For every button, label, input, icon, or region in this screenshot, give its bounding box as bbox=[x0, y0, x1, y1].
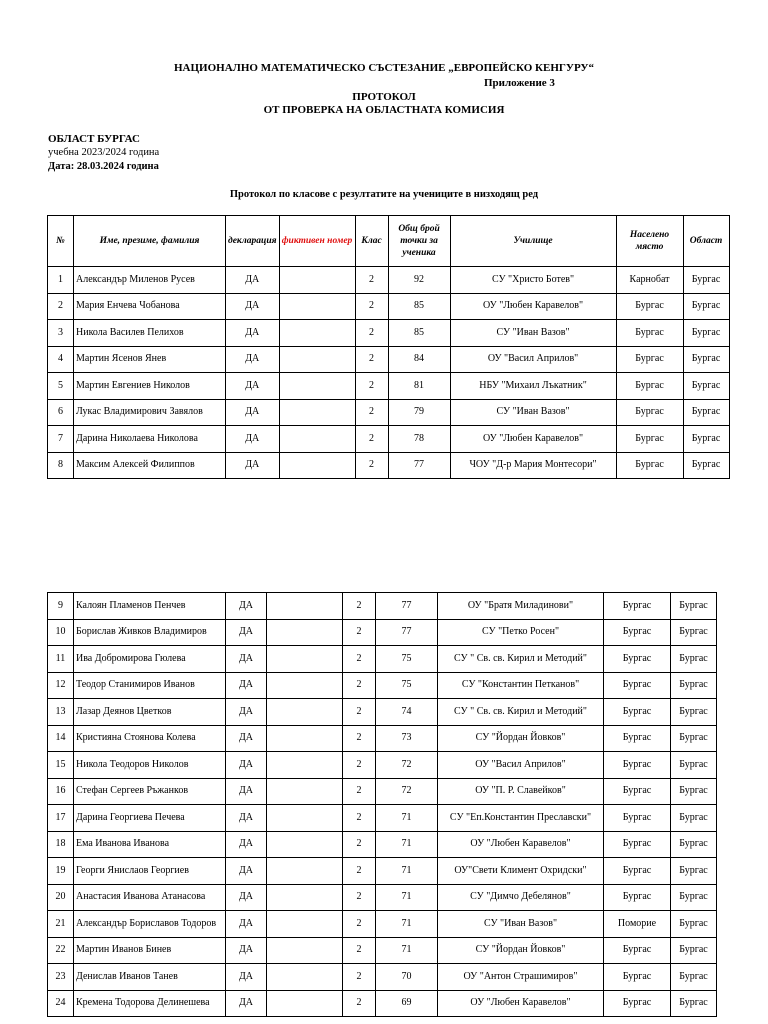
cell-school: СУ "Димчо Дебелянов" bbox=[438, 884, 604, 911]
cell-points: 77 bbox=[376, 593, 438, 620]
table-row bbox=[48, 293, 730, 320]
table-row bbox=[48, 399, 730, 426]
cell-declaration: ДА bbox=[226, 884, 267, 911]
cell-declaration: ДА bbox=[226, 725, 267, 752]
cell-points: 71 bbox=[376, 937, 438, 964]
cell-region: Бургас bbox=[671, 593, 717, 620]
cell-town: Поморие bbox=[604, 911, 671, 938]
cell-school: СУ "Иван Вазов" bbox=[450, 320, 616, 347]
cell-points: 72 bbox=[376, 752, 438, 779]
cell-region: Бургас bbox=[671, 805, 717, 832]
cell-fictitious bbox=[267, 725, 343, 752]
cell-town: Бургас bbox=[604, 805, 671, 832]
cell-points: 72 bbox=[376, 778, 438, 805]
cell-num: 6 bbox=[48, 399, 74, 426]
cell-points: 81 bbox=[388, 373, 450, 400]
cell-school: ЧОУ "Д-р Мария Монтесори" bbox=[450, 452, 616, 479]
cell-name: Никола Теодоров Николов bbox=[74, 752, 226, 779]
table-row bbox=[48, 884, 717, 911]
table-row bbox=[48, 346, 730, 373]
cell-points: 71 bbox=[376, 831, 438, 858]
cell-fictitious bbox=[267, 911, 343, 938]
cell-town: Бургас bbox=[604, 831, 671, 858]
cell-grade: 2 bbox=[343, 911, 376, 938]
table-row bbox=[48, 805, 717, 832]
cell-name: Теодор Станимиров Иванов bbox=[74, 672, 226, 699]
cell-name: Мартин Иванов Бинев bbox=[74, 937, 226, 964]
document-title: НАЦИОНАЛНО МАТЕМАТИЧЕСКО СЪСТЕЗАНИЕ „ЕВРОПЕЙСКО КЕНГУРУ“ bbox=[173, 62, 595, 74]
cell-num: 3 bbox=[48, 320, 74, 347]
cell-points: 71 bbox=[376, 805, 438, 832]
cell-grade: 2 bbox=[343, 619, 376, 646]
cell-points: 71 bbox=[376, 858, 438, 885]
cell-town: Бургас bbox=[604, 964, 671, 991]
cell-fictitious bbox=[267, 646, 343, 673]
cell-fictitious bbox=[279, 373, 355, 400]
cell-declaration: ДА bbox=[226, 646, 267, 673]
table-row bbox=[48, 267, 730, 294]
cell-name: Стефан Сергеев Ръжанков bbox=[74, 778, 226, 805]
cell-name: Дарина Николаева Николова bbox=[74, 426, 226, 453]
cell-declaration: ДА bbox=[226, 672, 267, 699]
cell-fictitious bbox=[267, 672, 343, 699]
cell-school: СУ "Петко Росен" bbox=[438, 619, 604, 646]
cell-declaration: ДА bbox=[226, 831, 267, 858]
cell-name: Георги Янислаов Георгиев bbox=[74, 858, 226, 885]
cell-town: Бургас bbox=[616, 452, 683, 479]
cell-school: СУ " Св. св. Кирил и Методий" bbox=[438, 699, 604, 726]
cell-school: СУ "Еп.Константин Преславски" bbox=[438, 805, 604, 832]
cell-num: 8 bbox=[48, 452, 74, 479]
table-row bbox=[48, 911, 717, 938]
cell-grade: 2 bbox=[343, 884, 376, 911]
cell-grade: 2 bbox=[343, 593, 376, 620]
cell-points: 71 bbox=[376, 884, 438, 911]
cell-num: 5 bbox=[48, 373, 74, 400]
cell-points: 85 bbox=[388, 320, 450, 347]
col-header-grade: Клас bbox=[355, 216, 388, 267]
cell-points: 75 bbox=[376, 646, 438, 673]
cell-fictitious bbox=[279, 426, 355, 453]
cell-region: Бургас bbox=[671, 937, 717, 964]
cell-num: 1 bbox=[48, 267, 74, 294]
cell-fictitious bbox=[267, 831, 343, 858]
cell-fictitious bbox=[267, 752, 343, 779]
cell-points: 92 bbox=[388, 267, 450, 294]
cell-town: Бургас bbox=[604, 725, 671, 752]
cell-town: Бургас bbox=[604, 619, 671, 646]
cell-fictitious bbox=[267, 858, 343, 885]
cell-fictitious bbox=[279, 320, 355, 347]
cell-declaration: ДА bbox=[226, 990, 267, 1017]
table-row bbox=[48, 619, 717, 646]
protocol-heading bbox=[0, 91, 768, 117]
cell-name: Мартин Евгениев Николов bbox=[74, 373, 226, 400]
cell-num: 7 bbox=[48, 426, 74, 453]
table-row bbox=[48, 646, 717, 673]
table-row bbox=[48, 699, 717, 726]
cell-name: Максим Алексей Филиппов bbox=[74, 452, 226, 479]
cell-name: Калоян Пламенов Пенчев bbox=[74, 593, 226, 620]
cell-num: 13 bbox=[48, 699, 74, 726]
cell-fictitious bbox=[279, 293, 355, 320]
cell-school: ОУ "Антон Страшимиров" bbox=[438, 964, 604, 991]
cell-name: Борислав Живков Владимиров bbox=[74, 619, 226, 646]
cell-num: 15 bbox=[48, 752, 74, 779]
cell-fictitious bbox=[267, 699, 343, 726]
cell-name: Лукас Владимирович Завялов bbox=[74, 399, 226, 426]
cell-grade: 2 bbox=[355, 426, 388, 453]
table-row bbox=[48, 593, 717, 620]
cell-num: 10 bbox=[48, 619, 74, 646]
cell-region: Бургас bbox=[671, 752, 717, 779]
cell-grade: 2 bbox=[343, 725, 376, 752]
cell-num: 4 bbox=[48, 346, 74, 373]
cell-school: СУ "Иван Вазов" bbox=[450, 399, 616, 426]
cell-points: 79 bbox=[388, 399, 450, 426]
cell-town: Бургас bbox=[604, 937, 671, 964]
cell-region: Бургас bbox=[671, 699, 717, 726]
cell-declaration: ДА bbox=[226, 911, 267, 938]
cell-points: 75 bbox=[376, 672, 438, 699]
table-row bbox=[48, 426, 730, 453]
table-row bbox=[48, 373, 730, 400]
cell-points: 84 bbox=[388, 346, 450, 373]
cell-region: Бургас bbox=[671, 884, 717, 911]
cell-region: Бургас bbox=[683, 267, 729, 294]
cell-grade: 2 bbox=[343, 805, 376, 832]
cell-num: 9 bbox=[48, 593, 74, 620]
cell-town: Бургас bbox=[604, 884, 671, 911]
cell-region: Бургас bbox=[683, 452, 729, 479]
cell-region: Бургас bbox=[671, 672, 717, 699]
cell-points: 70 bbox=[376, 964, 438, 991]
cell-num: 23 bbox=[48, 964, 74, 991]
table-row bbox=[48, 452, 730, 479]
cell-school: ОУ "П. Р. Славейков" bbox=[438, 778, 604, 805]
cell-school: СУ "Константин Петканов" bbox=[438, 672, 604, 699]
cell-num: 22 bbox=[48, 937, 74, 964]
cell-name: Никола Василев Пелихов bbox=[74, 320, 226, 347]
cell-grade: 2 bbox=[355, 267, 388, 294]
cell-declaration: ДА bbox=[226, 619, 267, 646]
cell-region: Бургас bbox=[671, 911, 717, 938]
cell-points: 77 bbox=[376, 619, 438, 646]
results-table-part-1 bbox=[47, 215, 730, 479]
cell-grade: 2 bbox=[355, 293, 388, 320]
col-header-declaration: декларация bbox=[226, 216, 280, 267]
cell-region: Бургас bbox=[671, 646, 717, 673]
cell-fictitious bbox=[267, 593, 343, 620]
cell-fictitious bbox=[267, 805, 343, 832]
table-row bbox=[48, 725, 717, 752]
cell-town: Бургас bbox=[604, 646, 671, 673]
cell-fictitious bbox=[267, 778, 343, 805]
cell-grade: 2 bbox=[343, 858, 376, 885]
cell-school: СУ "Христо Ботев" bbox=[450, 267, 616, 294]
cell-fictitious bbox=[267, 619, 343, 646]
cell-town: Бургас bbox=[616, 293, 683, 320]
cell-num: 19 bbox=[48, 858, 74, 885]
cell-school: СУ "Йордан Йовков" bbox=[438, 725, 604, 752]
cell-points: 78 bbox=[388, 426, 450, 453]
cell-grade: 2 bbox=[355, 452, 388, 479]
cell-town: Бургас bbox=[604, 990, 671, 1017]
cell-num: 11 bbox=[48, 646, 74, 673]
cell-declaration: ДА bbox=[226, 452, 280, 479]
cell-grade: 2 bbox=[343, 752, 376, 779]
cell-town: Бургас bbox=[616, 320, 683, 347]
cell-fictitious bbox=[279, 267, 355, 294]
cell-town: Бургас bbox=[604, 672, 671, 699]
cell-region: Бургас bbox=[683, 320, 729, 347]
cell-region: Бургас bbox=[683, 346, 729, 373]
table-row bbox=[48, 778, 717, 805]
cell-name: Кристияна Стоянова Колева bbox=[74, 725, 226, 752]
cell-school: НБУ "Михаил Лъкатник" bbox=[450, 373, 616, 400]
cell-num: 16 bbox=[48, 778, 74, 805]
cell-declaration: ДА bbox=[226, 373, 280, 400]
cell-town: Бургас bbox=[604, 593, 671, 620]
table-row bbox=[48, 752, 717, 779]
cell-num: 18 bbox=[48, 831, 74, 858]
cell-name: Мария Енчева Чобанова bbox=[74, 293, 226, 320]
cell-fictitious bbox=[267, 990, 343, 1017]
col-header-town: Населено място bbox=[616, 216, 683, 267]
school-year: учебна 2023/2024 година bbox=[48, 147, 160, 158]
cell-num: 17 bbox=[48, 805, 74, 832]
table-row bbox=[48, 858, 717, 885]
cell-name: Денислав Иванов Танев bbox=[74, 964, 226, 991]
cell-name: Лазар Деянов Цветков bbox=[74, 699, 226, 726]
cell-grade: 2 bbox=[355, 373, 388, 400]
cell-declaration: ДА bbox=[226, 426, 280, 453]
results-table-part-2 bbox=[47, 592, 717, 1017]
cell-town: Бургас bbox=[616, 346, 683, 373]
col-header-school: Училище bbox=[450, 216, 616, 267]
cell-declaration: ДА bbox=[226, 778, 267, 805]
cell-region: Бургас bbox=[683, 399, 729, 426]
protocol-line-1: ПРОТОКОЛ bbox=[352, 91, 416, 103]
table-subtitle: Протокол по класове с резултатите на учениците в низходящ ред bbox=[229, 189, 539, 200]
cell-num: 20 bbox=[48, 884, 74, 911]
cell-grade: 2 bbox=[355, 399, 388, 426]
cell-town: Бургас bbox=[604, 752, 671, 779]
cell-region: Бургас bbox=[683, 426, 729, 453]
table-row bbox=[48, 964, 717, 991]
cell-num: 24 bbox=[48, 990, 74, 1017]
cell-points: 73 bbox=[376, 725, 438, 752]
cell-region: Бургас bbox=[683, 373, 729, 400]
cell-school: ОУ "Любен Каравелов" bbox=[438, 990, 604, 1017]
cell-name: Александър Бориславов Тодоров bbox=[74, 911, 226, 938]
table-row bbox=[48, 831, 717, 858]
cell-grade: 2 bbox=[343, 778, 376, 805]
cell-name: Александър Миленов Русев bbox=[74, 267, 226, 294]
cell-name: Ива Добромирова Гюлева bbox=[74, 646, 226, 673]
cell-school: ОУ "Братя Миладинови" bbox=[438, 593, 604, 620]
cell-region: Бургас bbox=[671, 619, 717, 646]
cell-school: СУ "Йордан Йовков" bbox=[438, 937, 604, 964]
cell-region: Бургас bbox=[683, 293, 729, 320]
col-header-num: № bbox=[48, 216, 74, 267]
cell-grade: 2 bbox=[343, 937, 376, 964]
cell-declaration: ДА bbox=[226, 399, 280, 426]
cell-region: Бургас bbox=[671, 831, 717, 858]
table-row bbox=[48, 990, 717, 1017]
cell-town: Бургас bbox=[616, 426, 683, 453]
cell-declaration: ДА bbox=[226, 937, 267, 964]
cell-fictitious bbox=[279, 452, 355, 479]
cell-name: Кремена Тодорова Делинешева bbox=[74, 990, 226, 1017]
protocol-line-2: ОТ ПРОВЕРКА НА ОБЛАСТНАТА КОМИСИЯ bbox=[263, 104, 505, 116]
cell-school: ОУ "Васил Априлов" bbox=[438, 752, 604, 779]
table-body-part-1 bbox=[48, 267, 730, 479]
cell-grade: 2 bbox=[343, 699, 376, 726]
cell-points: 69 bbox=[376, 990, 438, 1017]
cell-grade: 2 bbox=[355, 346, 388, 373]
cell-region: Бургас bbox=[671, 725, 717, 752]
cell-declaration: ДА bbox=[226, 346, 280, 373]
cell-school: ОУ "Любен Каравелов" bbox=[450, 426, 616, 453]
cell-fictitious bbox=[267, 964, 343, 991]
cell-declaration: ДА bbox=[226, 593, 267, 620]
cell-declaration: ДА bbox=[226, 699, 267, 726]
col-header-fictitious: фиктивен номер bbox=[279, 216, 355, 267]
cell-school: ОУ "Любен Каравелов" bbox=[450, 293, 616, 320]
cell-name: Ема Иванова Иванова bbox=[74, 831, 226, 858]
table-body-part-2 bbox=[48, 593, 717, 1017]
cell-fictitious bbox=[267, 884, 343, 911]
cell-num: 2 bbox=[48, 293, 74, 320]
cell-region: Бургас bbox=[671, 778, 717, 805]
col-header-region: Област bbox=[683, 216, 729, 267]
table-row bbox=[48, 320, 730, 347]
cell-declaration: ДА bbox=[226, 320, 280, 347]
cell-grade: 2 bbox=[343, 646, 376, 673]
table-row bbox=[48, 937, 717, 964]
cell-declaration: ДА bbox=[226, 267, 280, 294]
protocol-date: Дата: 28.03.2024 година bbox=[48, 161, 159, 172]
cell-school: СУ " Св. св. Кирил и Методий" bbox=[438, 646, 604, 673]
cell-town: Бургас bbox=[616, 373, 683, 400]
table-row bbox=[48, 672, 717, 699]
cell-region: Бургас bbox=[671, 964, 717, 991]
cell-town: Бургас bbox=[604, 858, 671, 885]
cell-points: 74 bbox=[376, 699, 438, 726]
cell-town: Бургас bbox=[616, 399, 683, 426]
col-header-points: Общ брой точки за ученика bbox=[388, 216, 450, 267]
cell-fictitious bbox=[267, 937, 343, 964]
cell-grade: 2 bbox=[343, 964, 376, 991]
cell-region: Бургас bbox=[671, 990, 717, 1017]
cell-grade: 2 bbox=[343, 831, 376, 858]
cell-town: Карнобат bbox=[616, 267, 683, 294]
cell-school: ОУ "Любен Каравелов" bbox=[438, 831, 604, 858]
cell-declaration: ДА bbox=[226, 752, 267, 779]
cell-school: СУ "Иван Вазов" bbox=[438, 911, 604, 938]
cell-fictitious bbox=[279, 346, 355, 373]
cell-grade: 2 bbox=[343, 672, 376, 699]
cell-points: 77 bbox=[388, 452, 450, 479]
table-header-row bbox=[48, 216, 730, 267]
cell-school: ОУ "Васил Априлов" bbox=[450, 346, 616, 373]
cell-points: 71 bbox=[376, 911, 438, 938]
region-heading: ОБЛАСТ БУРГАС bbox=[48, 133, 140, 145]
cell-num: 21 bbox=[48, 911, 74, 938]
cell-name: Анастасия Иванова Атанасова bbox=[74, 884, 226, 911]
cell-declaration: ДА bbox=[226, 964, 267, 991]
cell-grade: 2 bbox=[343, 990, 376, 1017]
cell-name: Дарина Георгиева Печева bbox=[74, 805, 226, 832]
cell-num: 14 bbox=[48, 725, 74, 752]
cell-town: Бургас bbox=[604, 778, 671, 805]
cell-fictitious bbox=[279, 399, 355, 426]
cell-num: 12 bbox=[48, 672, 74, 699]
cell-name: Мартин Ясенов Янев bbox=[74, 346, 226, 373]
cell-declaration: ДА bbox=[226, 805, 267, 832]
cell-declaration: ДА bbox=[226, 293, 280, 320]
cell-region: Бургас bbox=[671, 858, 717, 885]
appendix-label: Приложение 3 bbox=[484, 77, 555, 89]
cell-grade: 2 bbox=[355, 320, 388, 347]
cell-school: ОУ"Свети Климент Охридски" bbox=[438, 858, 604, 885]
col-header-name: Име, презиме, фамилия bbox=[74, 216, 226, 267]
cell-points: 85 bbox=[388, 293, 450, 320]
cell-declaration: ДА bbox=[226, 858, 267, 885]
cell-town: Бургас bbox=[604, 699, 671, 726]
